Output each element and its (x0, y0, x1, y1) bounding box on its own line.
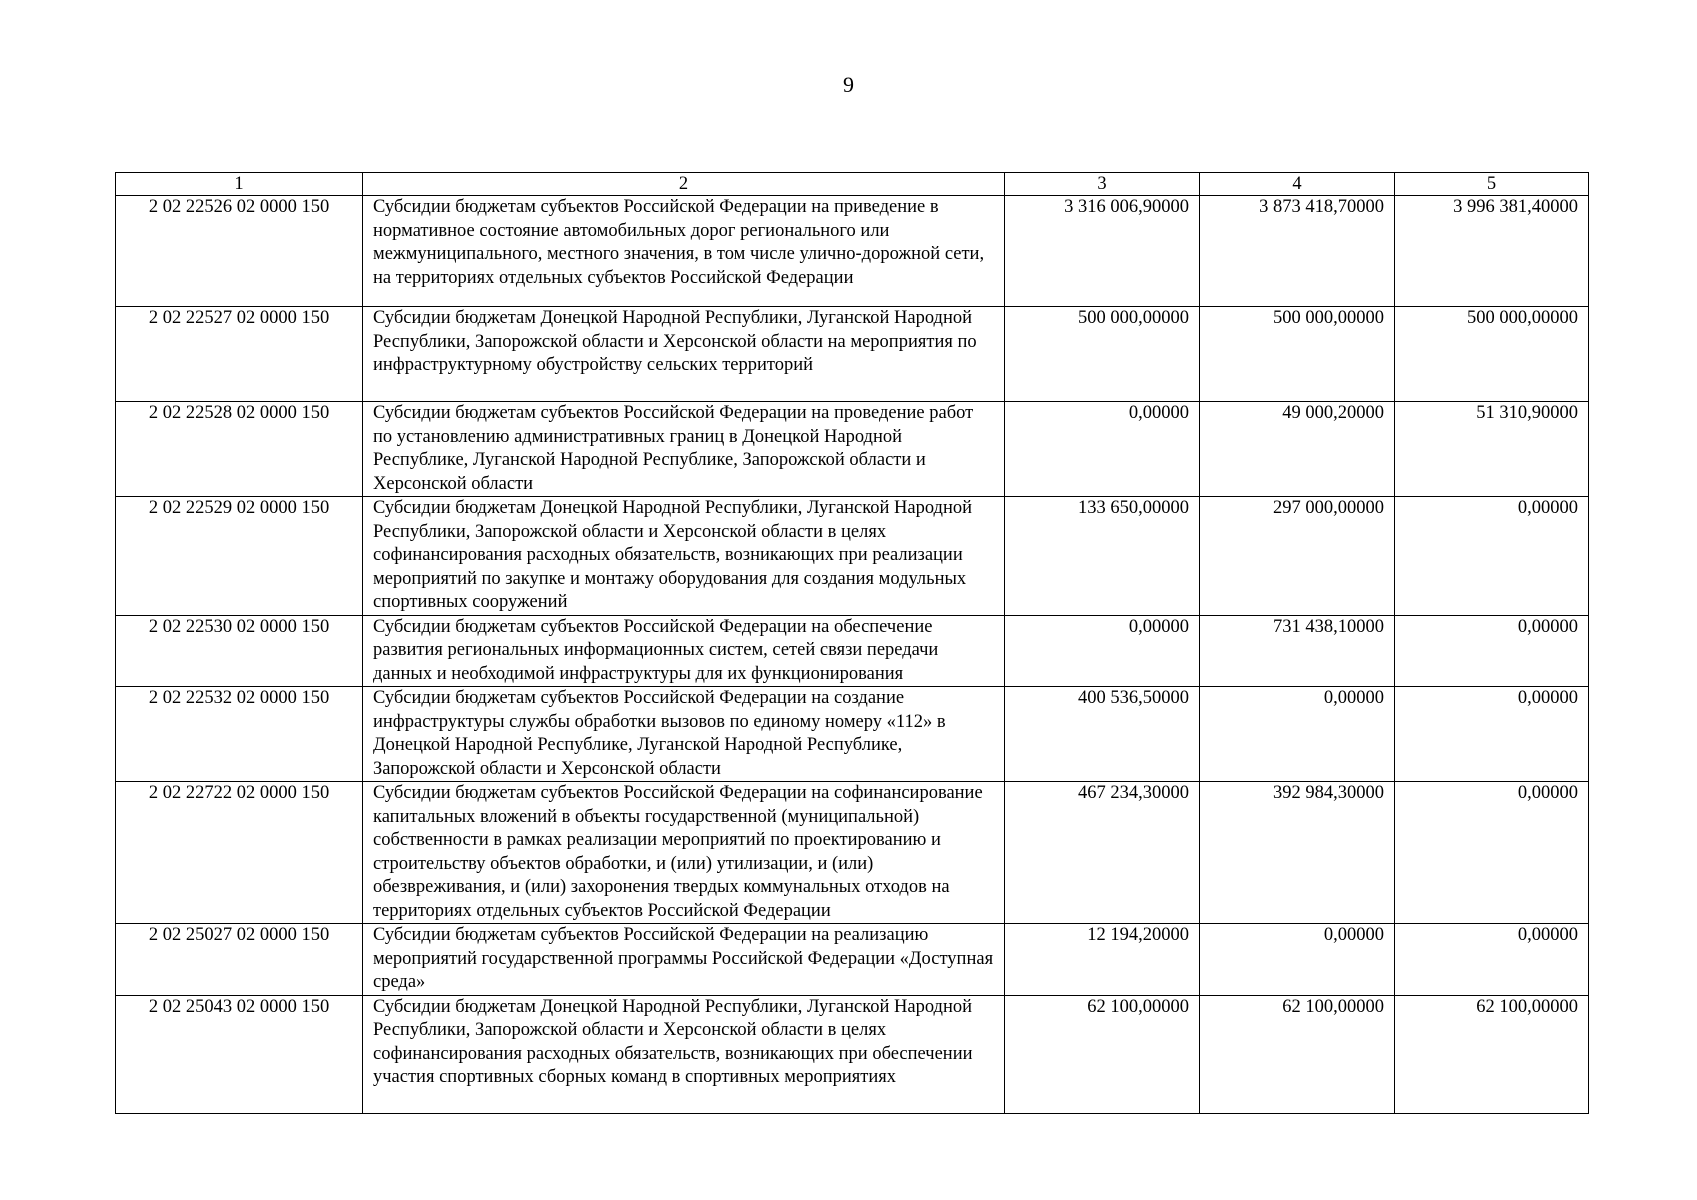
table-row (116, 615, 1589, 687)
value-col-5: 0,00000 (1395, 687, 1589, 782)
budget-code: 2 02 22529 02 0000 150 (116, 497, 363, 616)
value-col-4: 392 984,30000 (1200, 782, 1395, 924)
value-col-3: 467 234,30000 (1005, 782, 1200, 924)
value-col-3: 12 194,20000 (1005, 924, 1200, 996)
budget-code: 2 02 22526 02 0000 150 (116, 196, 363, 307)
value-col-5: 0,00000 (1395, 497, 1589, 616)
value-col-5: 0,00000 (1395, 782, 1589, 924)
value-col-4: 0,00000 (1200, 924, 1395, 996)
value-col-5: 3 996 381,40000 (1395, 196, 1589, 307)
budget-code: 2 02 22528 02 0000 150 (116, 402, 363, 497)
value-col-4: 297 000,00000 (1200, 497, 1395, 616)
header-col-2: 2 (363, 173, 1005, 196)
budget-code: 2 02 25027 02 0000 150 (116, 924, 363, 996)
table-row (116, 497, 1589, 616)
value-col-3: 3 316 006,90000 (1005, 196, 1200, 307)
value-col-3: 62 100,00000 (1005, 995, 1200, 1113)
value-col-5: 0,00000 (1395, 924, 1589, 996)
value-col-5: 62 100,00000 (1395, 995, 1589, 1113)
row-description: Субсидии бюджетам Донецкой Народной Республики, Луганской Народной Республики, Запорожской области и Херсонской области на мероприятия по инфраструктурному обустройству сельских территорий (363, 307, 1005, 402)
table-row (116, 402, 1589, 497)
value-col-4: 731 438,10000 (1200, 615, 1395, 687)
value-col-3: 500 000,00000 (1005, 307, 1200, 402)
header-col-3: 3 (1005, 173, 1200, 196)
page-number: 9 (843, 72, 854, 97)
value-col-5: 0,00000 (1395, 615, 1589, 687)
budget-code: 2 02 22527 02 0000 150 (116, 307, 363, 402)
value-col-3: 400 536,50000 (1005, 687, 1200, 782)
value-col-4: 62 100,00000 (1200, 995, 1395, 1113)
table-row (116, 307, 1589, 402)
budget-table (115, 172, 1589, 1114)
header-row (116, 173, 1589, 196)
value-col-5: 500 000,00000 (1395, 307, 1589, 402)
budget-code: 2 02 22532 02 0000 150 (116, 687, 363, 782)
budget-code: 2 02 25043 02 0000 150 (116, 995, 363, 1113)
row-description: Субсидии бюджетам субъектов Российской Федерации на приведение в нормативное состояние автомобильных дорог регионального или межмуниципального, местного значения, в том числе улично-дорожной сети, на территориях отдельных субъектов Российской Федерации (363, 196, 1005, 307)
row-description: Субсидии бюджетам субъектов Российской Федерации на реализацию мероприятий государственной программы Российской Федерации «Доступная среда» (363, 924, 1005, 996)
value-col-4: 49 000,20000 (1200, 402, 1395, 497)
table-row (116, 924, 1589, 996)
budget-code: 2 02 22722 02 0000 150 (116, 782, 363, 924)
row-description: Субсидии бюджетам Донецкой Народной Республики, Луганской Народной Республики, Запорожской области и Херсонской области в целях софинансирования расходных обязательств, возникающих при обеспечении участия спортивных сборных команд в спортивных мероприятиях (363, 995, 1005, 1113)
row-description: Субсидии бюджетам Донецкой Народной Республики, Луганской Народной Республики, Запорожской области и Херсонской области в целях софинансирования расходных обязательств, возникающих при реализации мероприятий по закупке и монтажу оборудования для создания модульных спортивных сооружений (363, 497, 1005, 616)
table-row (116, 995, 1589, 1113)
table-row (116, 687, 1589, 782)
budget-code: 2 02 22530 02 0000 150 (116, 615, 363, 687)
row-description: Субсидии бюджетам субъектов Российской Федерации на софинансирование капитальных вложений в объекты государственной (муниципальной) собственности в рамках реализации мероприятий по проектированию и строительству объектов обработки, и (или) утилизации, и (или) обезвреживания, и (или) захоронения твердых коммунальных отходов на территориях отдельных субъектов Российской Федерации (363, 782, 1005, 924)
row-description: Субсидии бюджетам субъектов Российской Федерации на проведение работ по установлению административных границ в Донецкой Народной Республике, Луганской Народной Республике, Запорожской области и Херсонской области (363, 402, 1005, 497)
header-col-5: 5 (1395, 173, 1589, 196)
value-col-4: 500 000,00000 (1200, 307, 1395, 402)
table-row (116, 782, 1589, 924)
value-col-4: 3 873 418,70000 (1200, 196, 1395, 307)
value-col-3: 133 650,00000 (1005, 497, 1200, 616)
value-col-5: 51 310,90000 (1395, 402, 1589, 497)
header-col-1: 1 (116, 173, 363, 196)
header-col-4: 4 (1200, 173, 1395, 196)
table-row (116, 196, 1589, 307)
value-col-4: 0,00000 (1200, 687, 1395, 782)
value-col-3: 0,00000 (1005, 615, 1200, 687)
row-description: Субсидии бюджетам субъектов Российской Федерации на создание инфраструктуры службы обработки вызовов по единому номеру «112» в Донецкой Народной Республике, Луганской Народной Республике, Запорожской области и Херсонской области (363, 687, 1005, 782)
value-col-3: 0,00000 (1005, 402, 1200, 497)
row-description: Субсидии бюджетам субъектов Российской Федерации на обеспечение развития региональных информационных систем, сетей связи передачи данных и необходимой инфраструктуры для их функционирования (363, 615, 1005, 687)
